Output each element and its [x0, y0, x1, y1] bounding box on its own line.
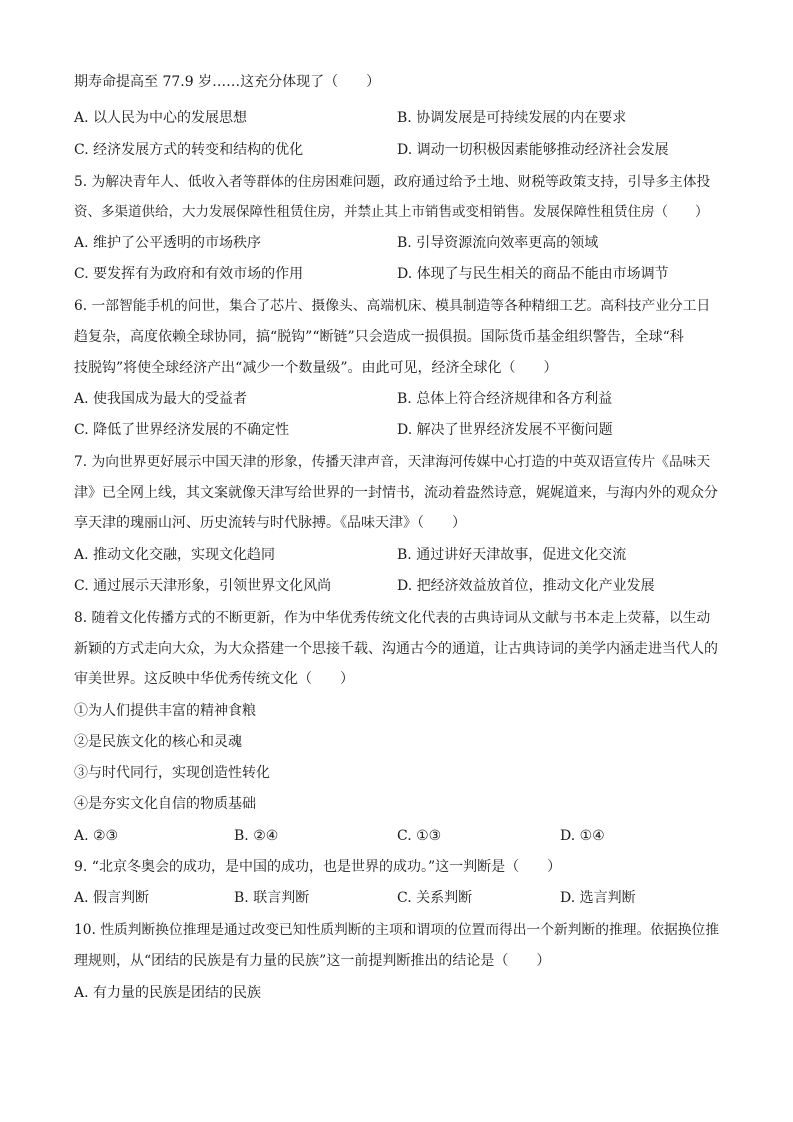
q6-stem-line-1: 6. 一部智能手机的问世，集合了芯片、摄像头、高端机床、模具制造等各种精细工艺。高科技产业分工日: [74, 298, 711, 314]
q8-statement-1: ①为人们提供丰富的精神食粮: [74, 703, 256, 719]
q10-stem-line-2: 理规则，从“团结的民族是有力量的民族”这一前提判断推出的结论是（ ）: [74, 953, 551, 969]
q9-option-a: A. 假言判断: [74, 890, 150, 906]
q5-option-b: B. 引导资源流向效率更高的领域: [397, 235, 599, 251]
q8-statement-2: ②是民族文化的核心和灵魂: [74, 734, 242, 750]
q7-option-d: D. 把经济效益放首位，推动文化产业发展: [397, 578, 655, 594]
q7-stem-line-1: 7. 为向世界更好展示中国天津的形象，传播天津声音，天津海河传媒中心打造的中英双语宣传片《品味天: [74, 454, 711, 470]
q4-option-a: A. 以人民为中心的发展思想: [74, 110, 248, 126]
q6-option-c: C. 降低了世界经济发展的不确定性: [74, 422, 290, 438]
q4-option-b: B. 协调发展是可持续发展的内在要求: [397, 110, 627, 126]
q8-statement-4: ④是夯实文化自信的物质基础: [74, 796, 256, 812]
q7-stem-line-3: 享天津的瑰丽山河、历史流转与时代脉搏。《品味天津》（ ）: [74, 515, 466, 531]
q5-option-d: D. 体现了与民生相关的商品不能由市场调节: [397, 266, 669, 282]
q6-stem-line-3: 技脱钩”将使全球经济产出“减少一个数量级”。由此可见，经济全球化（ ）: [74, 360, 558, 376]
q9-option-d: D. 选言判断: [560, 890, 636, 906]
q6-option-b: B. 总体上符合经济规律和各方利益: [397, 391, 613, 407]
q10-option-a: A. 有力量的民族是团结的民族: [74, 985, 262, 1001]
q8-option-b: B. ②④: [234, 828, 279, 844]
q4-stem-tail: 期寿命提高至 77.9 岁……这充分体现了（ ）: [74, 74, 381, 90]
q9-stem: 9. “北京冬奥会的成功，是中国的成功，也是世界的成功。”这一判断是（ ）: [74, 859, 562, 875]
q9-option-c: C. 关系判断: [397, 890, 473, 906]
q8-option-d: D. ①④: [560, 828, 605, 844]
q8-option-a: A. ②③: [74, 828, 119, 844]
q5-option-c: C. 要发挥有为政府和有效市场的作用: [74, 266, 304, 282]
q5-stem-line-2: 资、多渠道供给，大力发展保障性租赁住房，并禁止其上市销售或变相销售。发展保障性租赁住房（ ）: [74, 204, 709, 220]
q6-stem-line-2: 趋复杂，高度依赖全球协同，搞“脱钩”“断链”只会造成一损俱损。国际货币基金组织警告，全球“科: [74, 329, 684, 345]
q4-option-d: D. 调动一切积极因素能够推动经济社会发展: [397, 142, 669, 158]
q6-option-d: D. 解决了世界经济发展不平衡问题: [397, 422, 613, 438]
q4-option-c: C. 经济发展方式的转变和结构的优化: [74, 142, 304, 158]
q7-option-c: C. 通过展示天津形象，引领世界文化风尚: [74, 578, 332, 594]
q10-stem-line-1: 10. 性质判断换位推理是通过改变已知性质判断的主项和谓项的位置而得出一个新判断的推理。依据换位推: [74, 922, 719, 938]
q7-option-b: B. 通过讲好天津故事，促进文化交流: [397, 547, 627, 563]
q8-option-c: C. ①③: [397, 828, 442, 844]
q7-stem-line-2: 津》已全网上线，其文案就像天津写给世界的一封情书，流动着盎然诗意，娓娓道来，与海内外的观众分: [74, 485, 718, 501]
q6-option-a: A. 使我国成为最大的受益者: [74, 391, 248, 407]
q8-statement-3: ③与时代同行，实现创造性转化: [74, 765, 270, 781]
q5-stem-line-1: 5. 为解决青年人、低收入者等群体的住房困难问题，政府通过给予土地、财税等政策支持，引导多主体投: [74, 174, 711, 190]
q8-stem-line-2: 新颖的方式走向大众，为大众搭建一个思接千载、沟通古今的通道，让古典诗词的美学内涵走进当代人的: [74, 641, 718, 657]
q9-option-b: B. 联言判断: [234, 890, 310, 906]
q5-option-a: A. 维护了公平透明的市场秩序: [74, 235, 262, 251]
q8-stem-line-1: 8. 随着文化传播方式的不断更新，作为中华优秀传统文化代表的古典诗词从文献与书本走上荧幕，以生动: [74, 610, 711, 626]
q8-stem-line-3: 审美世界。这反映中华优秀传统文化（ ）: [74, 671, 354, 687]
q7-option-a: A. 推动文化交融，实现文化趋同: [74, 547, 276, 563]
